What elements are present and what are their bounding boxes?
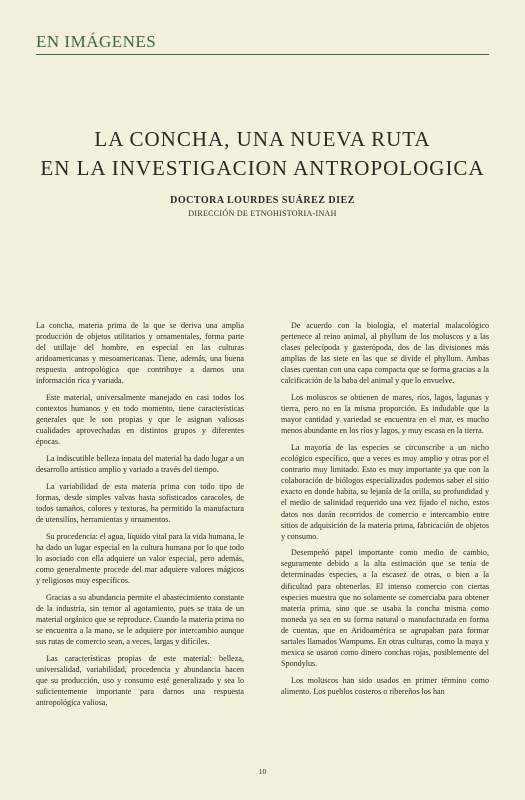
body-column-left [36,320,244,714]
paragraph: La indiscutible belleza innata del material ha dado lugar a un desarrollo artístico amplio y variado a través del tiempo. [36,454,244,475]
author-affiliation: DIRECCIÓN DE ETNOHISTORIA-INAH [188,209,337,218]
paragraph: Gracias a su abundancia permite el abastecimiento constante de la industria, sin temor al agotamiento, pues se trata de un material orgánico que se reproduce. Cuando la materia prima no se encuentra a la mano, se le adquiere por intercambio aunque sus rutas de comercio sean, a veces, largas y difíciles. [36,592,244,646]
paragraph: Las características propias de este material: belleza, universalidad, variabilidad, procedencia y abundancia hacen que su producción, uso y consumo esté generalizado y sea lo suficientemente importante para darnos una respuesta antropológica valiosa. [36,653,244,707]
paragraph: La variabilidad de esta materia prima con todo tipo de formas, desde simples valvas hasta sofisticados caracoles, de todos tamaños, colores y texturas, ha permitido la manufactura de utensilios, herramientas y ornamentos. [36,481,244,524]
paragraph: Desempeñó papel importante como medio de cambio, seguramente debido a la alta estimación que se tenía de determinadas especies, a la escasez de otras, o bien a la dificultad para obtenerlas. El intenso comercio con ciertas especies muestra que no solamente se comerciaba para obtener materia prima, sino que se usaba la concha misma como moneda ya sea en su forma natural o manufacturada en forma de cuentas, que en Aridoamérica se agrupaban para formar sartales llamados Wampums. En otras culturas, como la maya y mexica se usaron como dinero conchas rojas, posiblemente del Spondylus. [281,548,489,669]
page-number: 10 [258,767,267,776]
paragraph: Los moluscos se obtienen de mares, ríos, lagos, lagunas y tierra, pero no en la misma proporción. Es indudable que la mayor cantidad y variedad se encuentra en el mar, es mucho menos abundante en los ríos y lagos, y muy escasa en la tierra. [281,393,489,436]
section-divider [36,54,489,55]
article-title [0,125,525,183]
paragraph: Su procedencia: el agua, líquido vital para la vida humana, le ha dado un lugar especial en la cultura humana por lo que todo lo asociado con ella adquiere un valor especial, pero además, como generalmente procede del mar adquiere valores mágicos y religiosos muy específicos. [36,531,244,585]
author-name: DOCTORA LOURDES SUÁREZ DIEZ [170,195,355,206]
section-heading: EN IMÁGENES [36,32,157,51]
paragraph: Este material, universalmente manejado en casi todos los contextos humanos y en todo momento, tiene características generales que le son propias y que le asignan valiosas cualidades aprovechadas en distintos grupos y diferentes épocas. [36,393,244,447]
body-column-right [281,320,489,703]
paragraph: Los moluscos han sido usados en primer término como alimento. Los pueblos costeros o ribereños los han [281,675,489,696]
article-title-line-1: LA CONCHA, UNA NUEVA RUTA [94,127,431,151]
paragraph: De acuerdo con la biología, el material malacológico pertenece al reino animal, al phyllum de los moluscos y a las clases pelecípoda y gasterópoda, dos de las divisiones más amplias de las siete en las que se divide el phyllum. Ambas clases cuentan con una capa compacta que se forma gracias a la calcificación de la baba del animal y que lo envuelve. [281,321,489,386]
paragraph: La concha, materia prima de la que se deriva una amplia producción de objetos utilitarios y ornamentales, forma parte del utillaje del hombre, en especial en las culturas aridoamericanas y mesoamericanas. Tiene, además, una buena respuesta antropológica que contribuye a darnos una información rica y variada. [36,321,244,386]
paragraph: La mayoría de las especies se circunscribe a un nicho ecológico específico, que a veces es muy amplio y otras por el contrario muy limitado. Esto es muy importante ya que con la colaboración de biólogos especializados podemos saber el sitio exacto en donde habita, su lejanía de la orilla, su profundidad y el medio de salinidad requerido una vez fijado el nicho, estos datos nos darán recorridos de comercio e intercambio entre sitios de adquisición de la materia prima, fabricación de objetos y consumo. [281,442,489,541]
article-title-line-2: EN LA INVESTIGACION ANTROPOLOGICA [40,156,485,180]
